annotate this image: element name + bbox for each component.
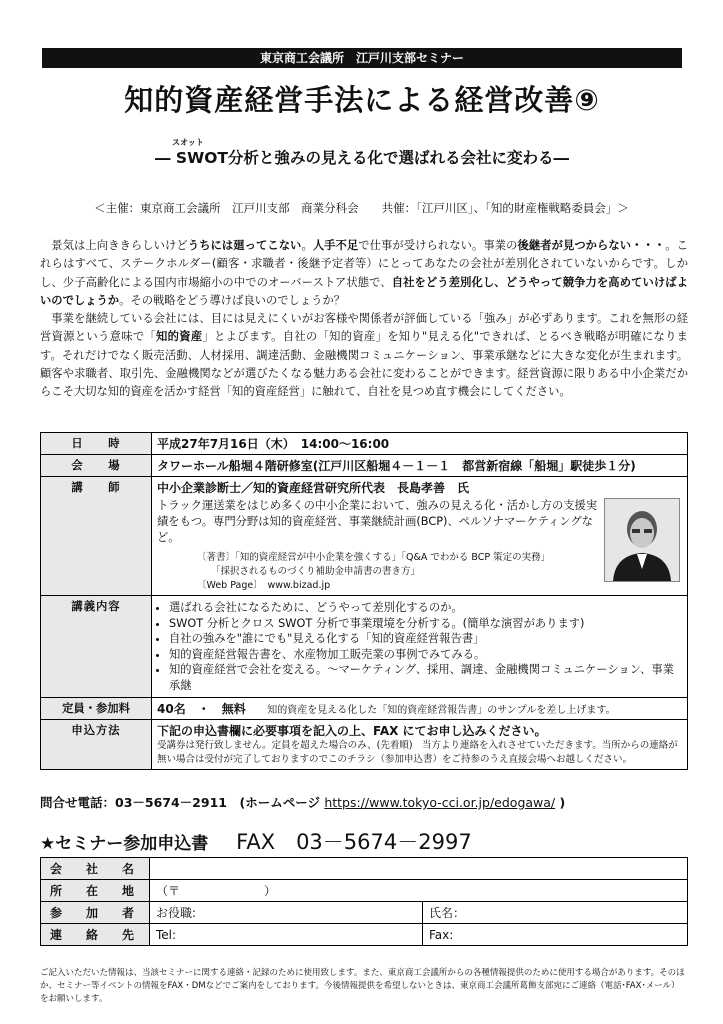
address-row (41, 880, 688, 902)
page-title: 知的資産経営手法による経営改善⑨ (124, 83, 600, 117)
venue-label: 会 場 (41, 455, 152, 477)
capacity-cell (152, 698, 688, 720)
content-cell (152, 596, 688, 698)
capacity-value: 40名 ・ 無料 (157, 702, 246, 716)
lecturer-name: 中小企業診断士／知的資産経営研究所代表 長島孝善 氏 (157, 481, 470, 495)
lecturer-bio: トラック運送業をはじめ多くの中小企業において、強みの見える化・活かし方の支援実績をもつ。専門分野は知的資産経営、事業継続計画(BCP)、ペルソナマーケティングなど。 (157, 499, 598, 544)
topic-item: • 知的資産経営で会社を変える。～マーケティング、採用、調達、金融機関コミュニケーション、事業承継 (169, 662, 682, 693)
topic-list (157, 600, 682, 693)
lecturer-web: 〔Web Page〕 www.bizad.jp (197, 580, 331, 591)
page-subtitle: ― SWOT分析と強みの見える化で選ばれる会社に変わる― (155, 149, 569, 167)
organizer-line: ＜主催：東京商工会議所 江戸川支部 商業分科会 共催：「江戸川区」、「知的財産権戦略委員会」＞ (94, 201, 629, 215)
application-form (40, 857, 688, 946)
company-label: 会 社 名 (41, 858, 150, 880)
apply-note: 受講券は発行致しません。定員を超えた場合のみ、(先着順) 当方より連絡を入れさせていただきます。当所からの連絡が無い場合は受付が完了しておりますのでこのチラシ（参加申込書）をご持参のうえ直接会場へお越しください。 (157, 740, 678, 765)
content-label: 講義内容 (41, 596, 152, 698)
swot-ruby: スオット (172, 138, 204, 147)
tel-field[interactable]: Tel: (150, 924, 423, 946)
date-row (41, 433, 688, 455)
contact-line (40, 793, 565, 811)
form-heading (40, 826, 472, 856)
lecturer-row (41, 477, 688, 596)
content-row (41, 596, 688, 698)
date-value: 平成27年7月16日（木） 14:00～16:00 (152, 433, 688, 455)
lecturer-books-2: 「採択されるものづくり補助金申請書の書き方」 (211, 566, 421, 577)
address-field[interactable]: （〒 ） (150, 880, 688, 902)
seminar-info-table (40, 432, 688, 770)
intro-text (40, 237, 688, 402)
apply-value: 下記の申込書欄に必要事項を記入の上、FAX にてお申し込みください。 (157, 724, 547, 738)
intro-paragraph-2: 事業を継続している会社には、目には見えにくいがお客様や関係者が評価している「強み」が必ずあります。これを無形の経営資源という意味で「知的資産」とよびます。自社の「知的資産」を知り"見える化"できれば、とるべき戦略が明確になります。それだけでなく販売活動、人材採用、調達活動、金融機関コミュニケーション、事業承継などに大きな変化が生まれます。顧客や求職者、取引先、金融機関などが選びたくなる魅力ある会社に変わることができます。経営資源に限りある中小企業だからこそ大切な知的資産を活かす経営「知的資産経営」に触れて、自社を見つめ直す機会にしてください。 (40, 312, 688, 399)
name-field[interactable]: 氏名： (423, 902, 688, 924)
form-title: ★セミナー参加申込書 (40, 834, 209, 854)
intro-paragraph-1: 景気は上向ききらしいけどうちには廻ってこない。人手不足で仕事が受けられない。事業の後継者が見つからない・・・。これらはすべて、ステークホルダー(顧客・求職者・後継予定者等）にとってあなたの会社が差別化されていないからです。しかし、少子高齢化による国内市場縮小の中でのオーバーストア状態で、自社をどう差別化し、どうやって競争力を高めていけばよいのでしょうか。その戦略をどう導けば良いのでしょうか？ (40, 239, 688, 307)
homepage-link[interactable]: https://www.tokyo-cci.or.jp/edogawa/ (324, 795, 556, 810)
topic-item: • 知的資産経営報告書を、水産物加工販売業の事例でみてみる。 (169, 647, 682, 663)
contact-row (41, 924, 688, 946)
contact-label: 連 絡 先 (41, 924, 150, 946)
lecturer-books: 〔著書〕「知的資産経営が中小企業を強くする」「Q&A でわかる BCP 策定の実務」 (197, 552, 551, 563)
apply-row (41, 720, 688, 770)
apply-cell (152, 720, 688, 770)
capacity-note: 知的資産を見える化した「知的資産経営報告書」のサンプルを差し上げます。 (267, 705, 616, 716)
topic-item: • SWOT 分析とクロス SWOT 分析で事業環境を分析する。(簡単な演習があります) (169, 616, 682, 632)
apply-label: 申込方法 (41, 720, 152, 770)
capacity-row (41, 698, 688, 720)
fax-field[interactable]: Fax: (423, 924, 688, 946)
form-fax-number: FAX 03－5674－2997 (236, 830, 472, 854)
topic-item: • 自社の強みを"誰にでも"見える化する「知的資産経営報告書」 (169, 631, 682, 647)
participant-row (41, 902, 688, 924)
venue-row (41, 455, 688, 477)
contact-phone: 問合せ電話：03－5674－2911 (ホームページ (40, 795, 320, 810)
company-row (41, 858, 688, 880)
participant-label: 参 加 者 (41, 902, 150, 924)
lecturer-photo (604, 498, 680, 582)
company-field[interactable] (150, 858, 688, 880)
capacity-label: 定員・参加料 (41, 698, 152, 720)
seminar-banner: 東京商工会議所 江戸川支部セミナー (42, 48, 682, 68)
privacy-note: ご記入いただいた情報は、当該セミナーに関する連絡・記録のために使用致します。また、東京商工会議所からの各種情報提供のために使用する場合があります。そのほか、セミナー等イベントの情報をFAX・DMなどでご案内をしております。今後情報提供を希望しないときは、東京商工会議所葛飾支部宛にご連絡（電話･FAX･メール）をお願いします。 (40, 968, 685, 1004)
address-label: 所 在 地 (41, 880, 150, 902)
venue-value: タワーホール船堀４階研修室(江戸川区船堀４－１－１ 都営新宿線「船堀」駅徒歩１分) (152, 455, 688, 477)
topic-item: • 選ばれる会社になるために、どうやって差別化するのか。 (169, 600, 682, 616)
date-label: 日 時 (41, 433, 152, 455)
contact-end: ) (559, 795, 566, 810)
portrait-icon (605, 499, 679, 581)
position-field[interactable]: お役職: (150, 902, 423, 924)
lecturer-label: 講 師 (41, 477, 152, 596)
lecturer-cell (152, 477, 688, 596)
